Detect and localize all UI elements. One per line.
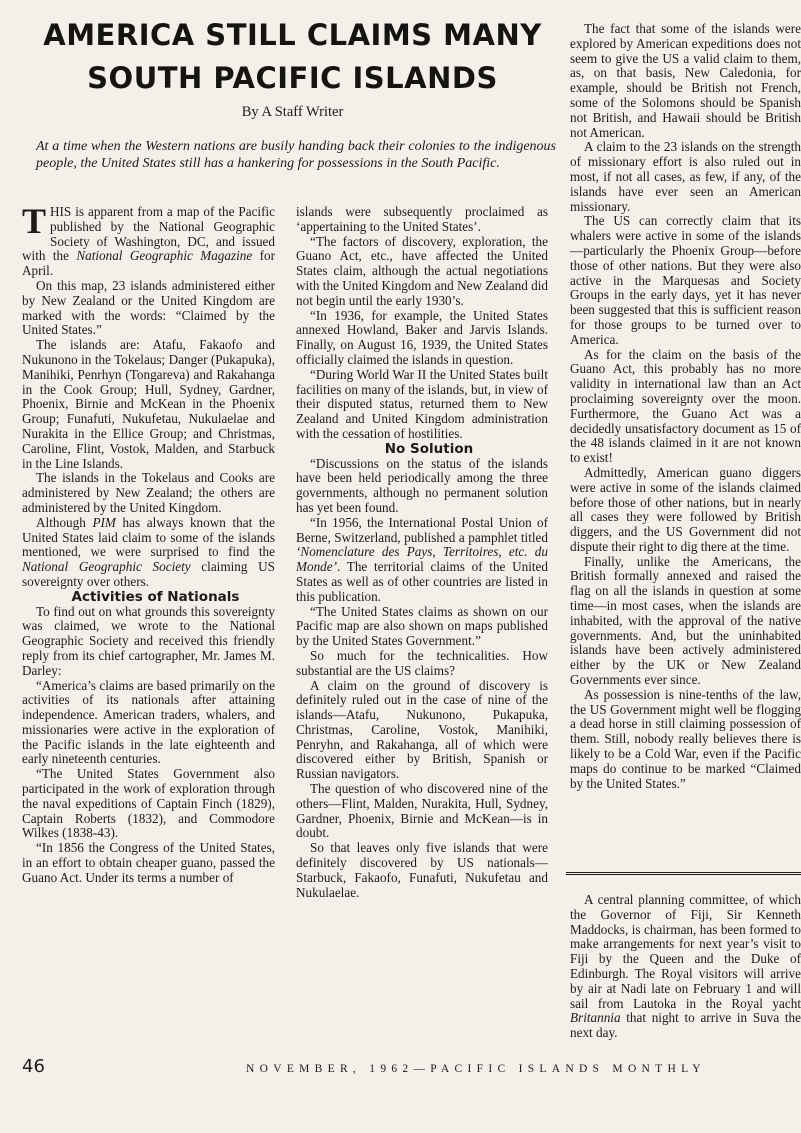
paragraph: As possession is nine-tenths of the law, the US Government might well be flogging a dead horse in still claiming possession of them. Still, nobody really believes there is likely to be a Cold War, even if the Pacific maps do continue to be marked “Claimed by the United States.” xyxy=(570,686,801,791)
text: “In 1956, the International Postal Union of Berne, Switzerland, published a pamphlet titled xyxy=(296,514,548,545)
paragraph xyxy=(296,516,548,605)
paragraph: “The United States claims as shown on our Pacific map are also shown on maps published by the United States Government.” xyxy=(296,603,548,649)
column-3 xyxy=(570,21,801,791)
paragraph: “America’s claims are based primarily on the activities of its nationals after attaining independence. American traders, whalers, and missionaries were active in the exploration of the Pacific islands in the late eighteenth and early nineteenth centuries. xyxy=(22,677,275,767)
paragraph: The fact that some of the islands were explored by American expeditions does not seem to give the US a valid claim to them, as, on that basis, New Caledonia, for example, should be British not French, some of the Solomons should be Spanish not British, and Hawaii should be British not American. xyxy=(570,21,801,140)
paragraph xyxy=(22,201,275,279)
column-2 xyxy=(296,205,548,900)
italic-text: Britannia xyxy=(570,1010,621,1026)
running-footer: NOVEMBER, 1962—PACIFIC ISLANDS MONTHLY xyxy=(246,1063,706,1075)
paragraph: “Discussions on the status of the islands have been held periodically among the three governments, although no permanent solution has yet been found. xyxy=(296,455,548,515)
paragraph: A claim on the ground of discovery is definitely ruled out in the case of nine of the islands—Atafu, Nukunono, Pukapuka, Christmas, Caroline, Vostok, Manihiki, Penryhn, and Rakahanga, all of which were discovered either by British, Spanish or Russian navigators. xyxy=(296,677,548,782)
headline-line-1: AMERICA STILL CLAIMS MANY xyxy=(43,18,542,52)
text: HIS is apparent from a map of the Pacific published by the National Geographic Society of Washington, DC, and issued with the xyxy=(22,204,275,264)
paragraph: The US can correctly claim that its whalers were active in some of the islands—particularly the Phoenix Group—before those of other nations. But they were also active in the Marquesas and Society Groups in the early days, yet it has never been suggested that this is sufficient reason for those groups to be turned over to America. xyxy=(570,213,801,347)
paragraph xyxy=(570,893,801,1041)
headline xyxy=(20,14,565,100)
paragraph: To find out on what grounds this sovereignty was claimed, we wrote to the National Geographic Society and received this friendly reply from its chief cartographer, Mr. James M. Darley: xyxy=(22,603,275,678)
column-3-news-item xyxy=(570,893,801,1053)
paragraph: On this map, 23 islands administered either by New Zealand or the United Kingdom are marked with the words: “Claimed by the United States.” xyxy=(22,277,275,338)
double-rule xyxy=(566,872,801,875)
paragraph: As for the claim on the basis of the Guano Act, this probably has no more validity in international law than an Act proclaiming sovereignty over the moon. Furthermore, the Guano Act was a decidedly unsatisfactory document as 15 of the 48 islands claimed in it are not known to exist! xyxy=(570,346,801,466)
text: for April. xyxy=(22,248,275,279)
paragraph: “In 1856 the Congress of the United States, in an effort to obtain cheaper guano, passed the Guano Act. Under its terms a number of xyxy=(22,840,275,885)
byline: By A Staff Writer xyxy=(241,104,344,120)
subheading: No Solution xyxy=(384,440,474,457)
paragraph: So that leaves only five islands that were definitely discovered by US nationals—Starbuck, Fakaofo, Funafuti, Nukufetau and Nukulaelae. xyxy=(296,840,548,900)
italic-text: National Geographic Society xyxy=(22,559,191,575)
paragraph: islands were subsequently proclaimed as ‘appertaining to the United States’. xyxy=(296,204,548,234)
paragraph: The islands in the Tokelaus and Cooks are administered by New Zealand; the others are administered by the United Kingdom. xyxy=(22,470,275,515)
text: has always known that the United States laid claim to some of the islands mentioned, we were surprised to find the xyxy=(22,514,275,560)
paragraph: Admittedly, American guano diggers were active in some of the islands claimed before those of other nations, but in nearly all cases they were followed by British diggers, and the US Government did not dispute their right to dig there at the time. xyxy=(570,464,801,554)
paragraph: The islands are: Atafu, Fakaofo and Nukunono in the Tokelaus; Danger (Pukapuka), Manihiki, Penrhyn (Tongareva) and Rakahanga in the Cook Group; Hull, Sydney, Gardner, Phoenix, Birnie and McKean in the Phoenix Group; Funafuti, Nukufetau, Nukulaelae and Nurakita in the Ellice Group; and Christmas, Caroline, Flint, Vostok, Malden, and Starbuck in the Line Islands. xyxy=(22,337,275,471)
paragraph: “The factors of discovery, exploration, the Guano Act, etc., have affected the United States claim, although the actual negotiations with the United Kingdom and New Zealand did not begin until the early 1930’s. xyxy=(296,233,548,308)
italic-text: ‘Nomenclature des Pays, Territoires, etc. du Monde’ xyxy=(296,544,548,575)
standfirst: At a time when the Western nations are busily handing back their colonies to the indigenous people, the United States still has a hankering for possessions in the South Pacific. xyxy=(36,139,556,171)
paragraph xyxy=(22,516,275,590)
paragraph: So much for the technicalities. How substantial are the US claims? xyxy=(296,647,548,678)
page-number: 46 xyxy=(22,1056,45,1077)
paragraph: “In 1936, for example, the United States annexed Howland, Baker and Jarvis Islands. Finally, on August 16, 1939, the United States officially claimed the islands in question. xyxy=(296,307,548,367)
paragraph: “The United States Government also participated in the work of exploration through the naval expeditions of Captain Finch (1829), Captain Roberts (1832), and Commodore Wilkes (1838-43). xyxy=(22,766,275,841)
text: Although xyxy=(36,514,93,530)
text: A central planning committee, of which the Governor of Fiji, Sir Kenneth Maddocks, is chairman, has been formed to make arrangements for next year’s visit to Fiji by the Queen and the Duke of Edinburgh. The Royal visitors will arrive by air at Nadi late on February 1 and will sail from Lautoka in the Royal yacht xyxy=(570,892,801,1011)
drop-cap: T xyxy=(22,201,47,241)
text: claiming US sovereignty over others. xyxy=(22,559,275,589)
italic-text: National Geographic Magazine xyxy=(76,248,253,264)
column-1 xyxy=(22,201,275,886)
paragraph: The question of who discovered nine of the others—Flint, Malden, Nurakita, Hull, Sydney, Gardner, Phoenix, Birnie and McKean—is in doubt. xyxy=(296,781,548,841)
subheading: Activities of Nationals xyxy=(71,588,240,605)
paragraph: “During World War II the United States built facilities on many of the islands, but, in view of their disputed status, returned them to New Zealand and United Kingdom administration with the cessation of hostilities. xyxy=(296,366,548,441)
italic-text: PIM xyxy=(92,514,116,530)
paragraph: Finally, unlike the Americans, the British formally annexed and raised the flag on all the islands in question at some time—in most cases, when the islands are inhabited, with the approval of the native governments. And, but the uninhabited islands have been actively administered either by the UK or New Zealand Governments ever since. xyxy=(570,553,801,688)
headline-line-2: SOUTH PACIFIC ISLANDS xyxy=(87,61,498,95)
text: that night to arrive in Suva the next day. xyxy=(570,1010,801,1041)
paragraph: A claim to the 23 islands on the strength of missionary effort is also ruled out in most, if not all cases, as few, if any, of the islands have ever seen an American missionary. xyxy=(570,139,801,214)
text: . The territorial claims of the United States as well as of other countries are listed in this publication. xyxy=(296,559,548,604)
